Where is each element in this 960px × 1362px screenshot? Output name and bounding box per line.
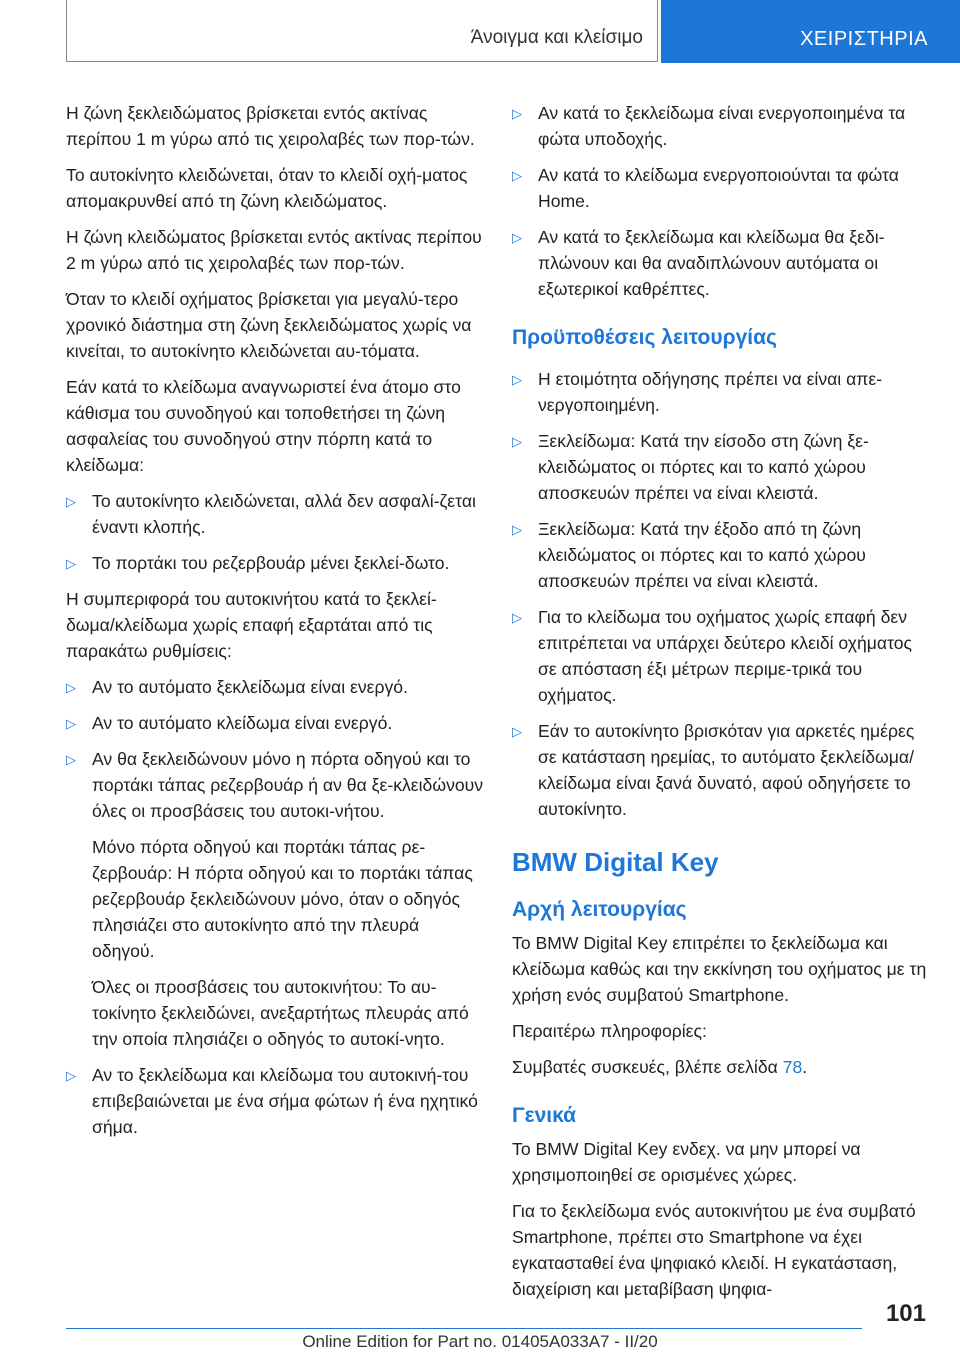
triangle-right-outline-icon: ▷ (66, 680, 76, 695)
list-item-text: Ξεκλείδωμα: Κατά την έξοδο από τη ζώνη κλειδώματος οι πόρτες και το καπό χώρου αποσκευών πρέπει να είναι κλειστά. (538, 519, 866, 591)
list-item-text: Η ετοιμότητα οδήγησης πρέπει να είναι απε‐νεργοποιημένη. (538, 369, 883, 415)
list-item (66, 1062, 484, 1140)
triangle-right-outline-icon: ▷ (512, 168, 522, 183)
list-item-text: Εάν το αυτοκίνητο βρισκόταν για αρκετές ημέρες σε κατάσταση ηρεμίας, το αυτόματο ξεκλείδωμα/κλείδωμα είναι ξανά δυνατό, αφού οδηγήσετε το αυτοκίνητο. (538, 721, 915, 819)
section-heading-general: Γενικά (512, 1104, 577, 1127)
paragraph: Η ζώνη ξεκλειδώματος βρίσκεται εντός ακτίνας περίπου 1 m γύρω από τις χειρολαβές των πορ‐τών. (66, 103, 475, 149)
page-header (0, 0, 960, 64)
list-item-text: Ξεκλείδωμα: Κατά την είσοδο στη ζώνη ξε‐κλειδώματος οι πόρτες και το καπό χώρου αποσκευών πρέπει να είναι κλειστά. (538, 431, 869, 503)
list-item (66, 488, 484, 540)
list-item-text: Αν το ξεκλείδωμα και κλείδωμα του αυτοκινή‐του επιβεβαιώνεται με ένα σήμα φώτων ή ένα ηχητικό σήμα. (92, 1065, 478, 1137)
section-heading-principle: Αρχή λειτουργίας (512, 898, 687, 921)
paragraph: Το BMW Digital Key επιτρέπει το ξεκλείδωμα και κλείδωμα καθώς και την εκκίνηση του οχήματος με τη χρήση ενός συμβατού Smartphone. (512, 933, 927, 1005)
triangle-right-outline-icon: ▷ (512, 372, 522, 387)
paragraph: Εάν κατά το κλείδωμα αναγνωριστεί ένα άτομο στο κάθισμα του συνοδηγού και τοποθετήσει τη ζώνη ασφαλείας του συνοδηγού στην πόρπη κατά το κλείδωμα: (66, 377, 461, 475)
right-column (512, 100, 927, 1312)
triangle-right-outline-icon: ▷ (512, 230, 522, 245)
list-item (512, 428, 927, 506)
paragraph: Για το ξεκλείδωμα ενός αυτοκινήτου με ένα συμβατό Smartphone, πρέπει στο Smartphone να έχει εγκατασταθεί ένα ψηφιακό κλειδί. Η εγκατάσταση, διαχείριση και μεταβίβαση ψηφια‐ (512, 1201, 916, 1299)
paragraph: Το BMW Digital Key ενδεχ. να μην μπορεί να χρησιμοποιηθεί σε ορισμένες χώρες. (512, 1139, 861, 1185)
left-column (66, 100, 484, 1150)
chapter-tab-label: ΧΕΙΡΙΣΤΗΡΙΑ (800, 28, 928, 50)
list-item-text: Αν το αυτόματο κλείδωμα είναι ενεργό. (92, 713, 393, 733)
paragraph-text: Συμβατές συσκευές, βλέπε σελίδα (512, 1057, 783, 1077)
list-item-text: Αν κατά το ξεκλείδωμα είναι ενεργοποιημένα τα φώτα υποδοχής. (538, 103, 906, 149)
list-item (512, 516, 927, 594)
footer-edition-text: Online Edition for Part no. 01405A033A7 - II/20 (302, 1332, 658, 1351)
paragraph: Η ζώνη κλειδώματος βρίσκεται εντός ακτίνας περίπου 2 m γύρω από τις χειρολαβές των πορ‐τών. (66, 227, 482, 273)
list-item (512, 224, 927, 302)
paragraph-with-link (512, 1054, 927, 1080)
triangle-right-outline-icon: ▷ (512, 434, 522, 449)
triangle-right-outline-icon: ▷ (66, 556, 76, 571)
paragraph: Όταν το κλειδί οχήματος βρίσκεται για μεγαλύ‐τερο χρονικό διάστημα στη ζώνη ξεκλειδώματος χωρίς να κινείται, το αυτοκίνητο κλειδώνεται αυ‐τόματα. (66, 289, 472, 361)
indented-paragraph: Όλες οι προσβάσεις του αυτοκινήτου: Το αυ‐τοκίνητο ξεκλειδώνει, ανεξαρτήτως πλευράς από την οποία πλησιάζει ο οδηγός το αυτοκί‐νητο. (92, 977, 469, 1049)
list-item (512, 100, 927, 152)
indented-paragraph: Μόνο πόρτα οδηγού και πορτάκι τάπας ρε‐ζερβουάρ: Η πόρτα οδηγού και το πορτάκι τάπας ρεζερβουάρ ξεκλειδώνουν μόνο, όταν ο οδηγός πλησιάζει στο αυτοκίνητο από την πλευρά οδηγού. (92, 837, 473, 961)
triangle-right-outline-icon: ▷ (66, 1068, 76, 1083)
list-item-text: Αν θα ξεκλειδώνουν μόνο η πόρτα οδηγού και το πορτάκι τάπας ρεζερβουάρ ή αν θα ξε‐κλειδώνουν όλες οι προσβάσεις του αυτοκι‐νήτου. (92, 749, 484, 821)
list-item (512, 162, 927, 214)
list-item (66, 710, 484, 736)
chapter-heading-bmw-digital-key: BMW Digital Key (512, 847, 719, 877)
list-item-text: Το αυτοκίνητο κλειδώνεται, αλλά δεν ασφαλί‐ζεται έναντι κλοπής. (92, 491, 476, 537)
list-item (66, 550, 484, 576)
triangle-right-outline-icon: ▷ (66, 752, 76, 767)
paragraph: Το αυτοκίνητο κλειδώνεται, όταν το κλειδί οχή‐ματος απομακρυνθεί από τη ζώνη κλειδώματος. (66, 165, 468, 211)
list-item-text: Αν το αυτόματο ξεκλείδωμα είναι ενεργό. (92, 677, 408, 697)
list-item-text: Αν κατά το ξεκλείδωμα και κλείδωμα θα ξεδι‐πλώνουν και θα αναδιπλώνουν αυτόματα οι εξωτερικοί καθρέπτες. (538, 227, 885, 299)
list-item (66, 674, 484, 700)
list-item-text: Για το κλείδωμα του οχήματος χωρίς επαφή δεν επιτρέπεται να υπάρχει δεύτερο κλειδί οχήματος σε απόσταση έξι μέτρων περιμε‐τρικά του οχήματος. (538, 607, 913, 705)
paragraph-end: . (802, 1057, 808, 1077)
page-reference-link[interactable]: 78 (782, 1057, 803, 1077)
section-heading-prerequisites: Προϋποθέσεις λειτουργίας (512, 326, 777, 349)
list-item (512, 718, 927, 822)
triangle-right-outline-icon: ▷ (512, 724, 522, 739)
list-item-text: Αν κατά το κλείδωμα ενεργοποιούνται τα φώτα Home. (538, 165, 899, 211)
footer-divider (66, 1328, 862, 1329)
list-item (512, 604, 927, 708)
list-item-text: Το πορτάκι του ρεζερβουάρ μένει ξεκλεί‐δωτο. (92, 553, 450, 573)
triangle-right-outline-icon: ▷ (66, 716, 76, 731)
section-header-box (66, 0, 658, 62)
triangle-right-outline-icon: ▷ (512, 106, 522, 121)
section-title: Άνοιγμα και κλείσιμο (470, 27, 643, 48)
chapter-tab[interactable] (661, 0, 960, 63)
paragraph: Περαιτέρω πληροφορίες: (512, 1021, 707, 1041)
list-item (66, 746, 484, 824)
triangle-right-outline-icon: ▷ (512, 610, 522, 625)
triangle-right-outline-icon: ▷ (512, 522, 522, 537)
triangle-right-outline-icon: ▷ (66, 494, 76, 509)
paragraph: Η συμπεριφορά του αυτοκινήτου κατά το ξεκλεί‐δωμα/κλείδωμα χωρίς επαφή εξαρτάται από τις παρακάτω ρυθμίσεις: (66, 589, 437, 661)
list-item (512, 366, 927, 418)
page-number: 101 (885, 1300, 926, 1327)
